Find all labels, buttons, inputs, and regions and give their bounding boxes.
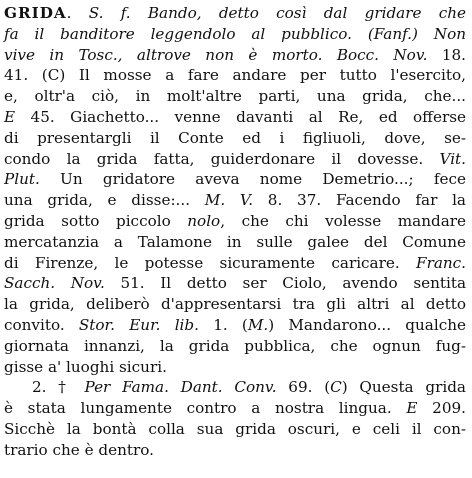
text-segment: 8. 37. Facendo far la <box>253 191 466 210</box>
text-segment: 51. Il detto ser Ciolo, avendo sentita <box>104 274 466 293</box>
italic-text: C <box>330 378 342 397</box>
italic-text: Franc. <box>416 253 466 272</box>
text-segment: grida sotto piccolo <box>4 211 188 230</box>
text-segment: trario che è dentro. <box>4 440 154 459</box>
text-line <box>4 440 466 461</box>
text-line <box>4 419 466 440</box>
italic-text: S. f. Bando, detto così dal gridare che <box>88 4 467 22</box>
text-segment: di Firenze, le potesse sicuramente caricare. <box>4 253 417 272</box>
text-segment: 69. ( <box>276 378 331 397</box>
dictionary-entry <box>4 3 466 461</box>
text-line <box>4 24 466 45</box>
text-line <box>4 232 466 253</box>
headword: GRIDA <box>4 4 67 22</box>
text-segment: una grida, e disse:... <box>4 191 205 210</box>
text-line <box>4 294 466 315</box>
text-line <box>4 273 466 294</box>
text-line <box>4 357 466 378</box>
text-segment: , che chi volesse mandare <box>220 211 467 230</box>
text-line <box>4 336 466 357</box>
text-segment: di presentargli il Conte ed i figliuoli, dove, se- <box>4 128 466 147</box>
italic-text: vive in Tosc., altrove non è morto. Bocc. Nov. <box>4 45 428 64</box>
text-segment: la grida, deliberò d'appresentarsi tra gli altri al detto <box>4 295 466 314</box>
text-segment: è stata lungamente contro a nostra lingua. <box>4 399 407 418</box>
text-segment: ) Questa grida <box>341 378 466 397</box>
text-segment: 41. (C) Il mosse a fare andare per tutto l'esercito, <box>4 66 466 85</box>
text-line <box>4 107 466 128</box>
text-line <box>4 315 466 336</box>
italic-text: fa il banditore leggendolo al pubblico. (Fanf.) Non <box>4 24 466 43</box>
italic-text: E <box>4 107 16 126</box>
italic-text: Vit. <box>439 149 466 168</box>
text-segment: condo la grida fatta, guiderdonare il dovesse. <box>4 149 440 168</box>
text-segment: gisse a' luoghi sicuri. <box>4 357 167 376</box>
text-segment: 2. † <box>32 378 85 397</box>
text-line <box>4 190 466 211</box>
text-segment: 45. Giachetto... venne davanti al Re, ed offerse <box>15 107 466 126</box>
text-line <box>4 211 466 232</box>
text-line <box>4 377 466 398</box>
text-line <box>4 169 466 190</box>
italic-text: nolo <box>187 211 221 230</box>
italic-text: Per Fama. Dant. Conv. <box>84 378 277 397</box>
text-segment: 209. <box>417 399 466 418</box>
text-segment: 1. ( <box>198 315 248 334</box>
text-segment: convito. <box>4 315 79 334</box>
italic-text: Plut. <box>4 170 40 189</box>
text-segment: Un gridatore aveva nome Demetrio...; fece <box>39 170 466 189</box>
italic-text: Sacch. Nov. <box>4 274 105 293</box>
text-line <box>4 398 466 419</box>
italic-text: M. <box>247 315 269 334</box>
text-segment: Sicchè la bontà colla sua grida oscuri, e celi il con- <box>4 419 466 438</box>
text-line <box>4 149 466 170</box>
text-line <box>4 86 466 107</box>
text-line <box>4 128 466 149</box>
text-line <box>4 253 466 274</box>
text-line <box>4 45 466 66</box>
italic-text: Stor. Eur. lib. <box>78 315 199 334</box>
text-line <box>4 65 466 86</box>
text-segment: . <box>66 4 89 22</box>
text-segment: 18. <box>427 45 466 64</box>
italic-text: M. V. <box>204 191 254 210</box>
italic-text: E <box>406 399 418 418</box>
text-segment: mercatanzia a Talamone in sulle galee del Comune <box>4 232 466 251</box>
text-line <box>4 3 466 24</box>
text-segment: ) Mandarono... qualche <box>268 315 466 334</box>
text-segment: e, oltr'a ciò, in molt'altre parti, una grida, che... <box>4 87 466 106</box>
text-segment: giornata innanzi, la grida pubblica, che ognun fug- <box>4 336 466 355</box>
